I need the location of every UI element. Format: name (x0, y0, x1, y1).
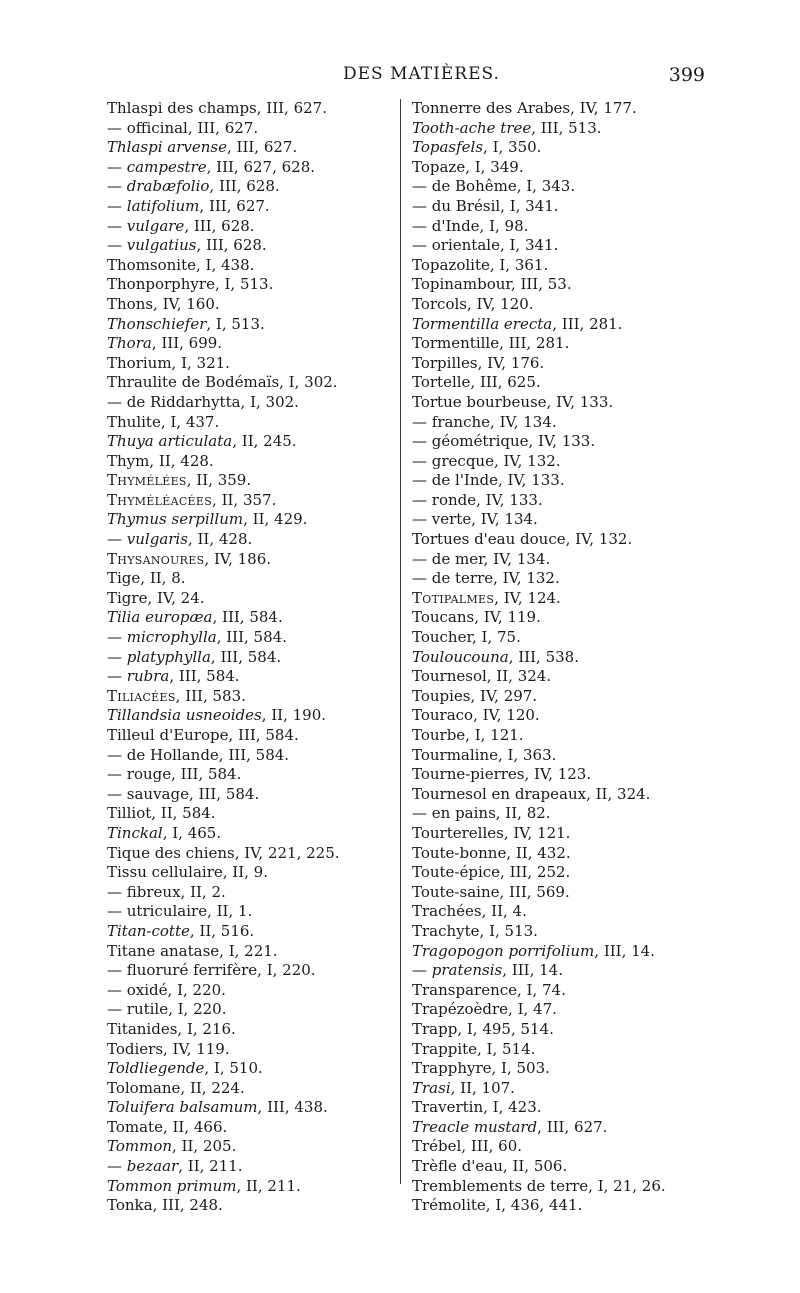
entry-italic-text: Trasi (412, 1078, 451, 1097)
index-entry (412, 922, 712, 942)
index-entry (412, 1137, 712, 1157)
index-entry (412, 217, 712, 237)
index-entry (107, 413, 395, 433)
page-number: 399 (668, 64, 705, 86)
entry-text: — de mer, IV, 134. (412, 549, 551, 568)
index-entry (107, 138, 395, 158)
entry-text: Toute-épice, III, 252. (412, 863, 571, 882)
entry-italic-text: pratensis (431, 961, 503, 980)
index-entry (412, 393, 712, 413)
entry-text: , II, 429. (243, 510, 308, 529)
entry-text: Thons, IV, 160. (107, 294, 220, 313)
entry-text: Trappite, I, 514. (412, 1039, 536, 1058)
index-entry (412, 177, 712, 197)
entry-italic-text: Topasfels (412, 138, 484, 157)
index-entry (107, 883, 395, 903)
index-entry (107, 1177, 395, 1197)
entry-text: Tremblements de terre, I, 21, 26. (412, 1176, 666, 1195)
index-entry (107, 1059, 395, 1079)
entry-text: Trapézoèdre, I, 47. (412, 1000, 557, 1019)
index-entry (412, 354, 712, 374)
entry-text: Trapp, I, 495, 514. (412, 1019, 554, 1038)
entry-text: — (107, 628, 127, 647)
entry-text: — rouge, III, 584. (107, 765, 242, 784)
index-entry (412, 785, 712, 805)
index-entry (107, 1079, 395, 1099)
entry-text: — géométrique, IV, 133. (412, 432, 596, 451)
entry-text: , I, 513. (206, 314, 265, 333)
entry-text: Thulite, I, 437. (107, 412, 220, 431)
entry-italic-text: Tommon primum (107, 1176, 237, 1195)
entry-text: Tonnerre des Arabes, IV, 177. (412, 99, 637, 117)
entry-text: — d'Inde, I, 98. (412, 216, 529, 235)
entry-text: , IV, 124. (494, 588, 561, 607)
entry-text: — officinal, III, 627. (107, 118, 259, 137)
entry-text: — (107, 196, 127, 215)
entry-smallcaps-text: Thysanoures (107, 549, 205, 568)
index-entry (412, 569, 712, 589)
entry-text: Tige, II, 8. (107, 569, 186, 588)
index-entry (412, 726, 712, 746)
entry-text: — de Bohême, I, 343. (412, 177, 576, 196)
entry-text: , II, 516. (189, 921, 255, 940)
entry-text: Toute-bonne, II, 432. (412, 843, 571, 862)
entry-text: Torcols, IV, 120. (412, 294, 534, 313)
entry-text: Tournesol, II, 324. (412, 667, 552, 686)
index-entry (412, 1118, 712, 1138)
entry-text: , III, 627. (537, 1117, 608, 1136)
index-entry (412, 883, 712, 903)
index-entry (412, 1157, 712, 1177)
entry-text: , I, 510. (204, 1059, 263, 1078)
index-entry (412, 119, 712, 139)
index-entry (412, 236, 712, 256)
index-entry (412, 550, 712, 570)
entry-text: , I, 465. (162, 823, 222, 842)
index-entry (107, 119, 395, 139)
index-entry (412, 432, 712, 452)
entry-text: , III, 584. (216, 628, 287, 647)
entry-text: Tonka, III, 248. (107, 1196, 223, 1215)
running-head: DES MATIÈRES. (343, 64, 500, 84)
entry-text: , III, 627, 628. (206, 157, 316, 176)
entry-italic-text: Toluifera balsamum (107, 1098, 258, 1117)
index-entry (107, 432, 395, 452)
entry-italic-text: vulgaris (126, 530, 188, 549)
index-entry (412, 373, 712, 393)
entry-text: — oxidé, I, 220. (107, 980, 226, 999)
index-entry (107, 726, 395, 746)
index-entry (107, 275, 395, 295)
entry-text: Trachées, II, 4. (412, 902, 527, 921)
index-entry (412, 824, 712, 844)
entry-text: Topinambour, III, 53. (412, 275, 572, 294)
entry-text: — fluoruré ferrifère, I, 220. (107, 961, 316, 980)
entry-text: — orientale, I, 341. (412, 236, 559, 255)
index-entry (412, 138, 712, 158)
entry-text: — (107, 177, 127, 196)
index-entry (412, 1196, 712, 1216)
entry-text: , III, 628. (184, 216, 255, 235)
index-entry (412, 1020, 712, 1040)
entry-italic-text: Thora (107, 334, 152, 353)
entry-text: Trémolite, I, 436, 441. (412, 1196, 583, 1215)
entry-text: Tortelle, III, 625. (412, 373, 541, 392)
index-entry (107, 981, 395, 1001)
index-entry (107, 667, 395, 687)
entry-text: Touraco, IV, 120. (412, 706, 540, 725)
entry-text: , III, 628. (209, 177, 280, 196)
index-entry (412, 589, 712, 609)
index-entry (412, 687, 712, 707)
entry-text: , III, 584. (210, 647, 282, 666)
index-entry (412, 530, 712, 550)
index-entry (107, 765, 395, 785)
entry-text: — (412, 961, 432, 980)
index-entry (412, 1079, 712, 1099)
entry-text: , II, 245. (232, 432, 297, 451)
entry-italic-text: drabæfolio (126, 177, 210, 196)
column-divider (400, 99, 401, 1184)
entry-italic-text: Thlaspi arvense (107, 138, 227, 157)
entry-text: , III, 628. (196, 236, 267, 255)
entry-text: — fibreux, II, 2. (107, 882, 226, 901)
entry-text: Thym, II, 428. (107, 451, 214, 470)
index-column-right (412, 99, 712, 1216)
entry-text: , III, 513. (531, 118, 602, 137)
index-entry (107, 550, 395, 570)
entry-text: Thomsonite, I, 438. (107, 255, 255, 274)
index-entry (412, 1000, 712, 1020)
index-entry (107, 491, 395, 511)
entry-text: — en pains, II, 82. (412, 804, 551, 823)
index-entry (412, 295, 712, 315)
entry-italic-text: Touloucouna (412, 647, 509, 666)
entry-text: Tourterelles, IV, 121. (412, 823, 571, 842)
index-entry (412, 471, 712, 491)
entry-text: — de terre, IV, 132. (412, 569, 560, 588)
index-entry (107, 844, 395, 864)
index-entry (107, 236, 395, 256)
entry-text: Tique des chiens, IV, 221, 225. (107, 843, 340, 862)
entry-text: — (107, 157, 127, 176)
entry-text: , III, 627. (199, 196, 270, 215)
entry-text: , II, 428. (187, 530, 253, 549)
entry-text: — (107, 216, 127, 235)
entry-text: Tigre, IV, 24. (107, 588, 205, 607)
index-entry (107, 608, 395, 628)
entry-text: Tilliot, II, 584. (107, 804, 216, 823)
entry-text: , II, 107. (450, 1078, 515, 1097)
entry-text: — verte, IV, 134. (412, 510, 538, 529)
entry-text: Trachyte, I, 513. (412, 921, 538, 940)
entry-text: , I, 350. (483, 138, 542, 157)
page-header (0, 64, 800, 92)
index-entry (107, 158, 395, 178)
entry-text: — du Brésil, I, 341. (412, 196, 559, 215)
entry-text: , II, 205. (172, 1137, 237, 1156)
entry-italic-text: vulgatius (126, 236, 197, 255)
index-entry (107, 687, 395, 707)
entry-text: Tissu cellulaire, II, 9. (107, 863, 268, 882)
entry-italic-text: bezaar (126, 1157, 179, 1176)
index-entry (107, 471, 395, 491)
entry-text: — (107, 647, 127, 666)
index-entry (412, 648, 712, 668)
index-entry (412, 334, 712, 354)
index-entry (107, 746, 395, 766)
entry-italic-text: Treacle mustard (412, 1117, 538, 1136)
entry-italic-text: Tormentilla erecta (412, 314, 553, 333)
index-entry (107, 1157, 395, 1177)
entry-text: Thraulite de Bodémaïs, I, 302. (107, 373, 338, 392)
entry-text: , II, 357. (212, 490, 277, 509)
index-entry (107, 452, 395, 472)
entry-italic-text: platyphylla (126, 647, 211, 666)
entry-text: Todiers, IV, 119. (107, 1039, 230, 1058)
entry-smallcaps-text: Thymélées (107, 471, 187, 490)
entry-text: Tortue bourbeuse, IV, 133. (412, 392, 614, 411)
index-entry (412, 315, 712, 335)
entry-italic-text: vulgare (126, 216, 185, 235)
index-entry (107, 961, 395, 981)
index-entry (412, 844, 712, 864)
entry-italic-text: Thymus serpillum (107, 510, 244, 529)
index-entry (107, 1137, 395, 1157)
entry-text: , III, 438. (257, 1098, 328, 1117)
index-entry (107, 295, 395, 315)
entry-text: — sauvage, III, 584. (107, 784, 260, 803)
entry-text: Titanides, I, 216. (107, 1019, 236, 1038)
index-entry (412, 981, 712, 1001)
entry-text: Tolomane, II, 224. (107, 1078, 245, 1097)
index-entry (412, 765, 712, 785)
entry-text: , II, 211. (178, 1157, 243, 1176)
index-entry (107, 177, 395, 197)
index-entry (107, 628, 395, 648)
index-entry (107, 1196, 395, 1216)
entry-italic-text: Tillandsia usneoides (107, 706, 262, 725)
entry-text: , III, 584. (212, 608, 283, 627)
entry-italic-text: campestre (126, 157, 207, 176)
index-entry (107, 863, 395, 883)
entry-text: Topaze, I, 349. (412, 157, 524, 176)
index-column-left (107, 99, 395, 1216)
entry-text: Topazolite, I, 361. (412, 255, 549, 274)
index-entry (412, 942, 712, 962)
entry-text: , IV, 186. (204, 549, 272, 568)
entry-text: Trèfle d'eau, II, 506. (412, 1157, 568, 1176)
entry-text: Tortues d'eau douce, IV, 132. (412, 530, 633, 549)
index-entry (412, 1059, 712, 1079)
index-entry (412, 961, 712, 981)
index-entry (412, 804, 712, 824)
index-entry (107, 373, 395, 393)
index-entry (412, 452, 712, 472)
entry-text: — de Hollande, III, 584. (107, 745, 290, 764)
index-entry (412, 608, 712, 628)
entry-text: Toute-saine, III, 569. (412, 882, 570, 901)
index-entry (107, 530, 395, 550)
index-entry (107, 922, 395, 942)
index-entry (107, 1098, 395, 1118)
index-entry (107, 197, 395, 217)
index-entry (107, 785, 395, 805)
index-entry (412, 1098, 712, 1118)
index-entry (107, 1118, 395, 1138)
index-entry (107, 942, 395, 962)
entry-text: , III, 538. (508, 647, 579, 666)
index-entry (107, 902, 395, 922)
entry-text: — (107, 667, 127, 686)
index-entry (107, 824, 395, 844)
entry-text: — de Riddarhytta, I, 302. (107, 392, 299, 411)
entry-italic-text: Tooth-ache tree (412, 118, 532, 137)
entry-text: Tournesol en drapeaux, II, 324. (412, 784, 651, 803)
index-entry (412, 863, 712, 883)
entry-text: Thlaspi des champs, III, 627. (107, 99, 327, 117)
index-entry (412, 902, 712, 922)
entry-text: , III, 627. (226, 138, 298, 157)
entry-text: Tourmaline, I, 363. (412, 745, 557, 764)
entry-italic-text: microphylla (126, 628, 217, 647)
entry-text: , II, 359. (186, 471, 252, 490)
index-entry (412, 256, 712, 276)
index-entry (412, 158, 712, 178)
entry-text: , III, 281. (552, 314, 623, 333)
index-entry (107, 354, 395, 374)
entry-text: , III, 14. (594, 941, 655, 960)
entry-text: , III, 584. (169, 667, 240, 686)
index-entry (412, 667, 712, 687)
entry-text: , III, 14. (502, 961, 563, 980)
entry-text: — de l'Inde, IV, 133. (412, 471, 565, 490)
entry-smallcaps-text: Tiliacées (107, 686, 176, 705)
entry-italic-text: rubra (126, 667, 170, 686)
index-entry (107, 99, 395, 119)
index-entry (412, 413, 712, 433)
entry-text: — (107, 1157, 127, 1176)
entry-text: Torpilles, IV, 176. (412, 353, 545, 372)
entry-text: , II, 211. (236, 1176, 301, 1195)
entry-text: — ronde, IV, 133. (412, 490, 543, 509)
entry-italic-text: Toldliegende (107, 1059, 205, 1078)
index-entry (107, 569, 395, 589)
entry-text: — grecque, IV, 132. (412, 451, 561, 470)
index-entry (107, 589, 395, 609)
index-entry (412, 197, 712, 217)
entry-italic-text: Tilia europæa (107, 608, 213, 627)
index-entry (107, 1000, 395, 1020)
index-entry (412, 510, 712, 530)
entry-text: Trébel, III, 60. (412, 1137, 523, 1156)
index-entry (107, 648, 395, 668)
index-entry (412, 1177, 712, 1197)
index-entry (107, 1020, 395, 1040)
entry-text: — (107, 236, 127, 255)
entry-text: Tomate, II, 466. (107, 1117, 228, 1136)
entry-italic-text: Thonschiefer (107, 314, 207, 333)
index-entry (412, 491, 712, 511)
entry-text: Toupies, IV, 297. (412, 686, 538, 705)
index-entry (412, 1040, 712, 1060)
entry-text: Tourbe, I, 121. (412, 726, 524, 744)
entry-text: Transparence, I, 74. (412, 980, 566, 999)
entry-italic-text: Titan-cotte (107, 921, 190, 940)
index-entry (412, 275, 712, 295)
index-entry (107, 804, 395, 824)
entry-text: Toucher, I, 75. (412, 628, 521, 647)
entry-text: — rutile, I, 220. (107, 1000, 227, 1019)
entry-text: Tilleul d'Europe, III, 584. (107, 726, 299, 744)
index-entry (412, 99, 712, 119)
index-entry (412, 706, 712, 726)
entry-text: Titane anatase, I, 221. (107, 941, 278, 960)
entry-text: Toucans, IV, 119. (412, 608, 541, 627)
index-entry (412, 746, 712, 766)
entry-text: Tormentille, III, 281. (412, 334, 570, 353)
index-entry (107, 510, 395, 530)
entry-text: Thonporphyre, I, 513. (107, 275, 274, 294)
entry-text: Thorium, I, 321. (107, 353, 230, 372)
entry-text: , III, 583. (175, 686, 246, 705)
index-entry (107, 217, 395, 237)
index-entry (107, 256, 395, 276)
entry-text: Travertin, I, 423. (412, 1098, 542, 1117)
entry-text: , II, 190. (261, 706, 327, 725)
entry-text: — utriculaire, II, 1. (107, 902, 253, 921)
entry-text: , III, 699. (151, 334, 223, 353)
entry-text: — franche, IV, 134. (412, 412, 557, 431)
entry-italic-text: Tommon (107, 1137, 173, 1156)
index-entry (107, 706, 395, 726)
index-entry (107, 393, 395, 413)
entry-smallcaps-text: Thyméléacées (107, 490, 213, 509)
index-entry (107, 334, 395, 354)
entry-smallcaps-text: Totipalmes (412, 588, 495, 607)
index-entry (412, 628, 712, 648)
entry-italic-text: latifolium (126, 196, 200, 215)
index-entry (107, 315, 395, 335)
entry-italic-text: Tragopogon porrifolium (412, 941, 595, 960)
entry-text: Trapphyre, I, 503. (412, 1059, 550, 1078)
entry-text: — (107, 530, 127, 549)
entry-text: Tourne-pierres, IV, 123. (412, 765, 592, 784)
entry-italic-text: Tinckal (107, 823, 163, 842)
index-entry (107, 1040, 395, 1060)
entry-italic-text: Thuya articulata (107, 432, 233, 451)
